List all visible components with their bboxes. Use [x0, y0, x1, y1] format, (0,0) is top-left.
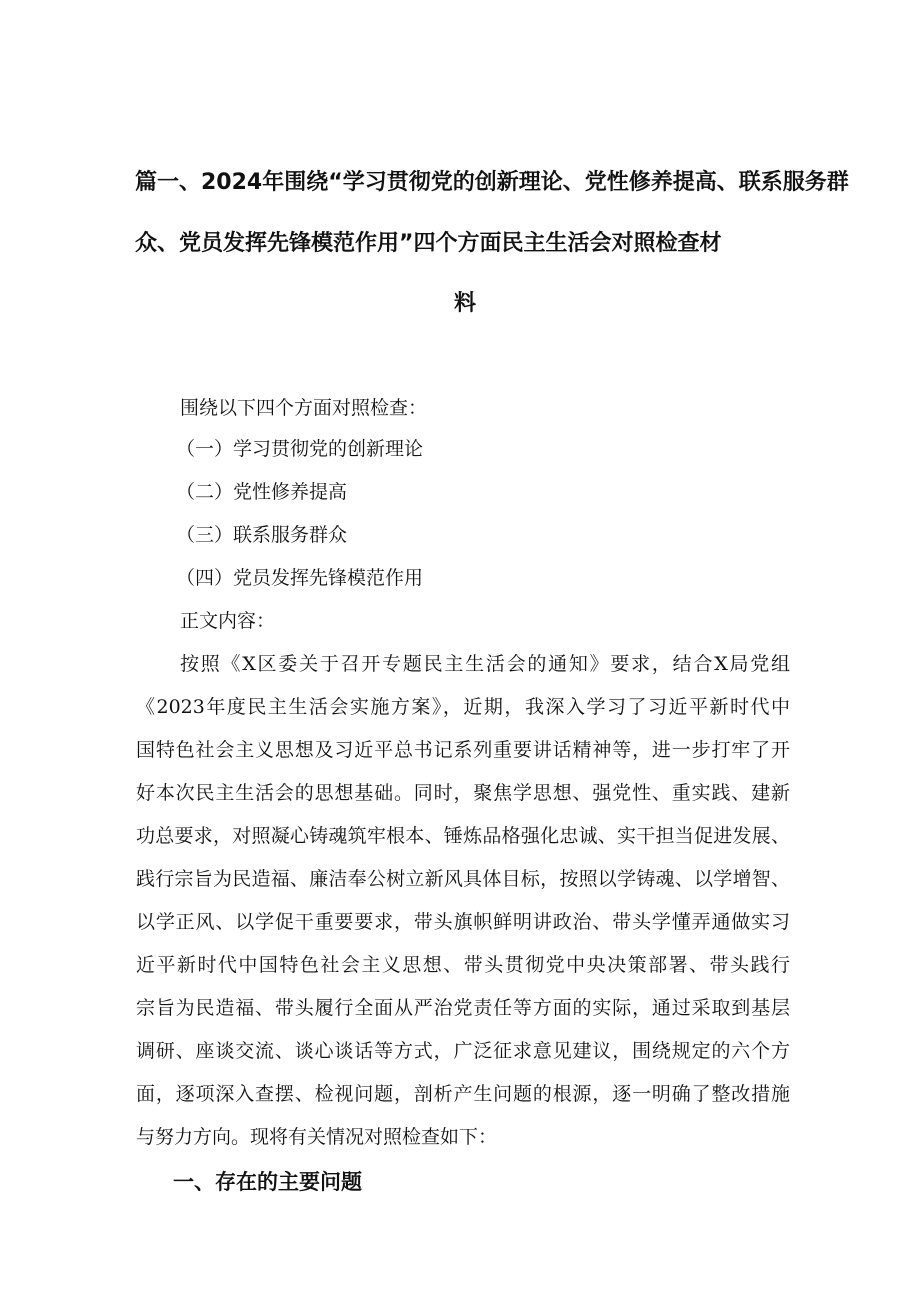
document-title-line-2: 众、党员发挥先锋模范作用”四个方面民主生活会对照检查材: [135, 231, 722, 256]
paragraph-line: 以学正风、以学促干重要要求，带头旗帜鲜明讲政治、带头学懂弄通做实习: [136, 911, 790, 933]
paragraph-line: 面，逐项深入查摆、检视问题，剖析产生问题的根源，逐一明确了整改措施: [136, 1083, 790, 1105]
paragraph-line: 调研、座谈交流、谈心谈话等方式，广泛征求意见建议，围绕规定的六个方: [136, 1040, 790, 1062]
paragraph-line: 按照《X区委关于召开专题民主生活会的通知》要求，结合X局党组: [180, 653, 790, 675]
aspect-item: （三）联系服务群众: [176, 524, 348, 546]
paragraph-line: 国特色社会主义思想及习近平总书记系列重要讲话精神等，进一步打牢了开: [136, 739, 790, 761]
paragraph-line: 践行宗旨为民造福、廉洁奉公树立新风具体目标，按照以学铸魂、以学增智、: [136, 868, 790, 890]
body-label: 正文内容：: [180, 610, 276, 632]
aspect-item: （二）党性修养提高: [176, 481, 348, 503]
paragraph-line: 好本次民主生活会的思想基础。同时，聚焦学思想、强党性、重实践、建新: [136, 782, 790, 804]
document-title-line-1: 篇一、2024年围绕“学习贯彻党的创新理论、党性修养提高、联系服务群: [135, 170, 849, 195]
paragraph-line: 《2023年度民主生活会实施方案》，近期，我深入学习了习近平新时代中: [136, 696, 790, 718]
aspect-item: （四）党员发挥先锋模范作用: [176, 567, 424, 589]
paragraph-line: 与努力方向。现将有关情况对照检查如下：: [136, 1126, 498, 1148]
paragraph-line: 宗旨为民造福、带头履行全面从严治党责任等方面的实际，通过采取到基层: [136, 997, 790, 1019]
paragraph-line: 近平新时代中国特色社会主义思想、带头贯彻党中央决策部署、带头践行: [136, 954, 790, 976]
paragraph-line: 功总要求，对照凝心铸魂筑牢根本、锤炼品格强化忠诚、实干担当促进发展、: [136, 825, 790, 847]
intro-text: 围绕以下四个方面对照检查：: [180, 397, 428, 419]
document-title-line-3: 料: [453, 291, 476, 316]
aspect-item: （一）学习贯彻党的创新理论: [176, 438, 424, 460]
section-heading: 一、存在的主要问题: [173, 1170, 362, 1194]
